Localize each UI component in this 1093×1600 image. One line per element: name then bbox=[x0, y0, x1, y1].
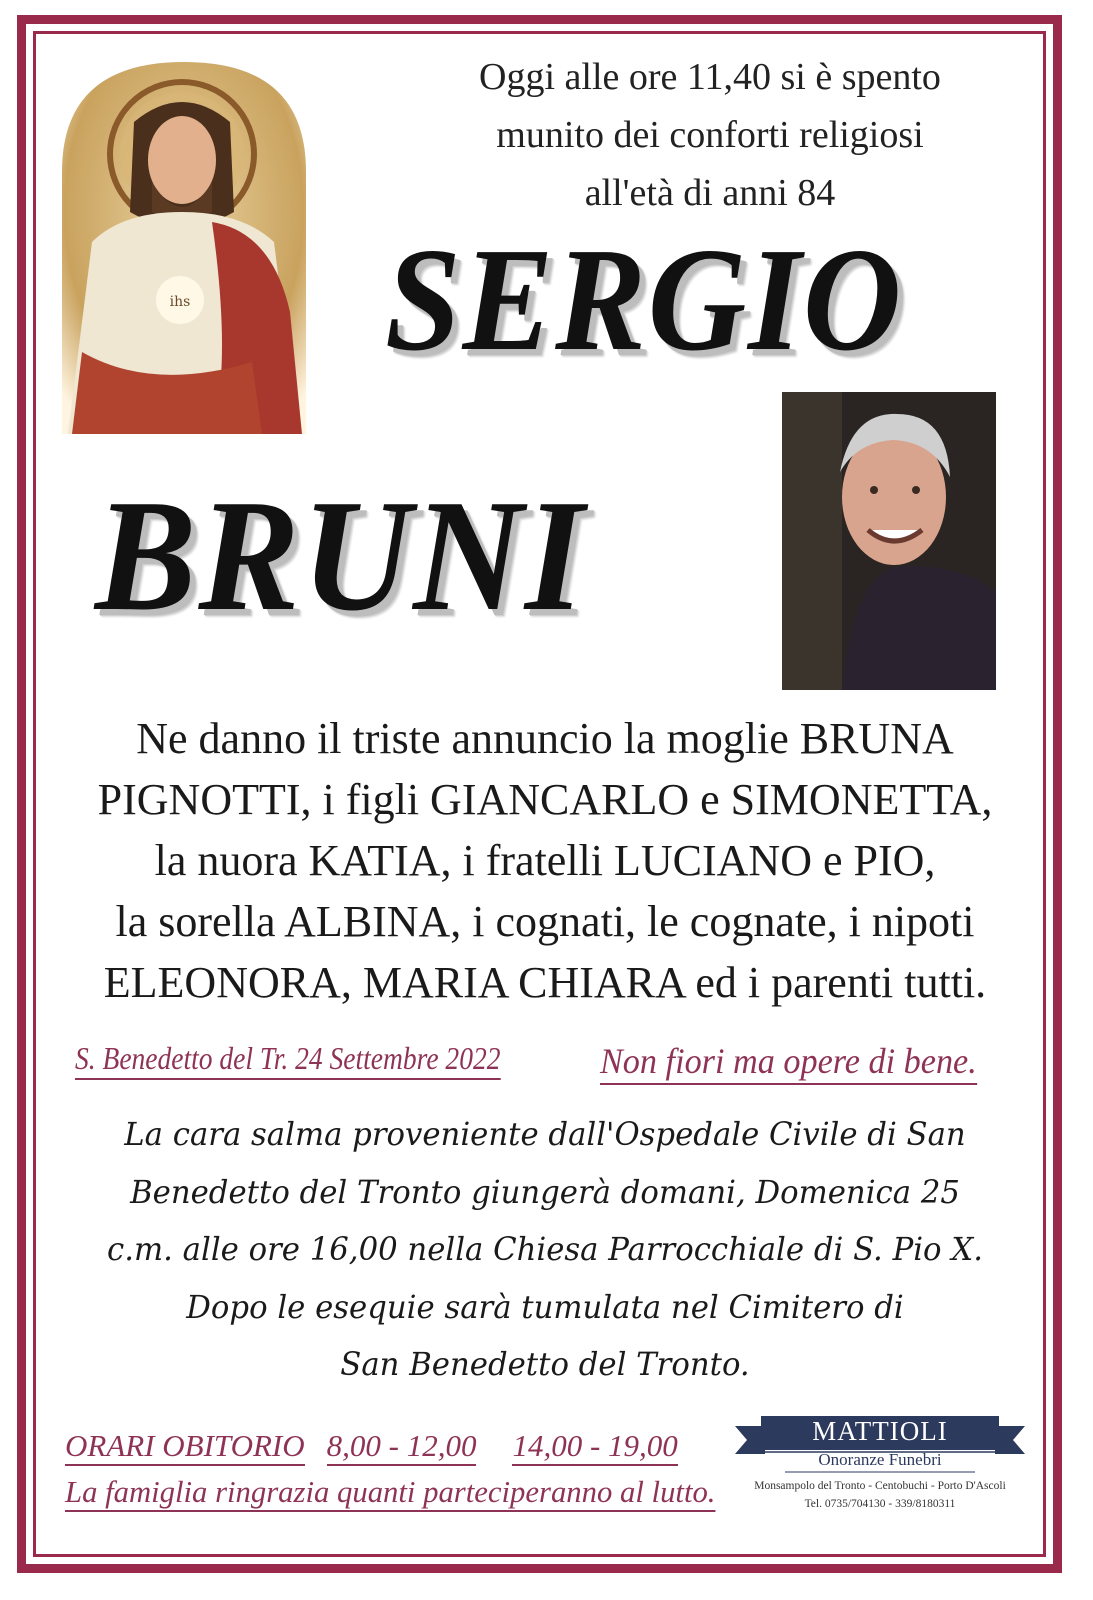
thanks-note bbox=[65, 1474, 715, 1510]
sacred-heart-jesus-image bbox=[62, 62, 306, 434]
place-date-text: S. Benedetto del Tr. 24 Settembre 2022 bbox=[75, 1040, 501, 1076]
morgue-afternoon: 14,00 - 19,00 bbox=[512, 1428, 677, 1466]
flowers-note-text: Non fiori ma opere di bene. bbox=[600, 1041, 977, 1081]
funeral-home-subtitle: Onoranze Funebri bbox=[818, 1450, 942, 1469]
details-line: Dopo le esequie sarà tumulata nel Cimitero di bbox=[186, 1287, 904, 1326]
details-line: Benedetto del Tronto giungerà domani, Domenica 25 bbox=[130, 1172, 960, 1211]
flowers-note bbox=[600, 1040, 977, 1085]
details-line: c.m. alle ore 16,00 nella Chiesa Parrocchiale di S. Pio X. bbox=[107, 1230, 983, 1268]
morgue-label: ORARI OBITORIO bbox=[65, 1428, 305, 1466]
intro-line: Oggi alle ore 11,40 si è spento bbox=[479, 56, 941, 98]
details-line: San Benedetto del Tronto. bbox=[340, 1345, 750, 1383]
funeral-details bbox=[70, 1106, 1020, 1394]
details-line: La cara salma proveniente dall'Ospedale Civile di San bbox=[124, 1115, 966, 1153]
place-date bbox=[75, 1040, 500, 1080]
flowers-note-underline bbox=[600, 1083, 977, 1085]
morgue-hours bbox=[65, 1428, 678, 1464]
announcement-line: Ne danno il triste annuncio la moglie BRUNA bbox=[136, 714, 954, 763]
funeral-home-locations: Monsampolo del Tronto - Centobuchi - Porto D'Ascoli bbox=[754, 1480, 1006, 1492]
announcement-line: ELEONORA, MARIA CHIARA ed i parenti tutti. bbox=[103, 958, 987, 1007]
announcement-line: la sorella ALBINA, i cognati, le cognate, i nipoti bbox=[115, 897, 975, 946]
first-name: SERGIO bbox=[385, 218, 904, 382]
funeral-home-phone: Tel. 0735/704130 - 339/8180311 bbox=[804, 1498, 956, 1510]
funeral-home-logo bbox=[735, 1412, 1025, 1522]
svg-text:ihs: ihs bbox=[169, 294, 191, 310]
intro-text bbox=[400, 48, 1020, 222]
deceased-portrait-photo bbox=[782, 392, 996, 690]
last-name: BRUNI bbox=[95, 466, 586, 644]
announcement bbox=[45, 708, 1045, 1013]
funeral-home-name: MATTIOLI bbox=[812, 1416, 948, 1446]
intro-line: munito dei conforti religiosi bbox=[496, 114, 924, 156]
announcement-line: la nuora KATIA, i fratelli LUCIANO e PIO, bbox=[154, 836, 936, 885]
place-date-underline bbox=[75, 1078, 500, 1080]
announcement-line: PIGNOTTI, i figli GIANCARLO e SIMONETTA, bbox=[97, 775, 993, 824]
intro-line: all'età di anni 84 bbox=[584, 172, 836, 214]
morgue-morning: 8,00 - 12,00 bbox=[327, 1428, 477, 1466]
thanks-text: La famiglia ringrazia quanti parteciperanno al lutto. bbox=[65, 1474, 715, 1512]
